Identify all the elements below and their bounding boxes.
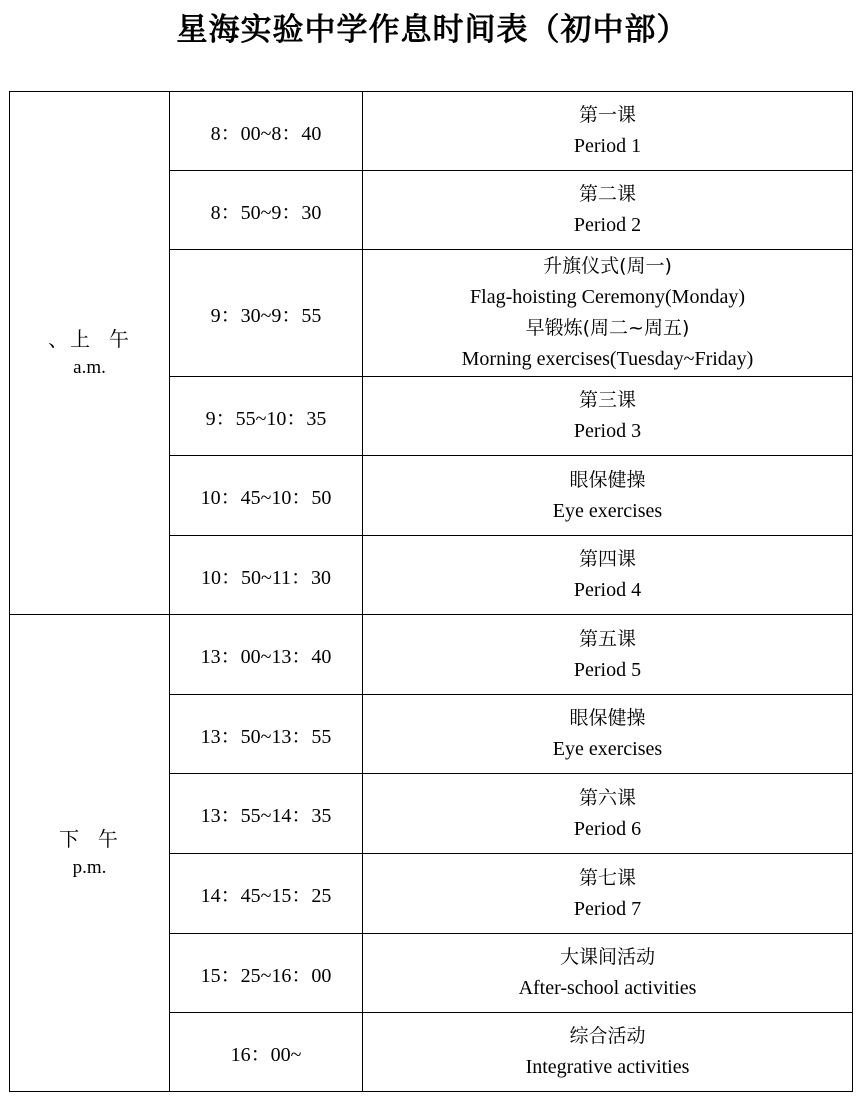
time-cell: 13：50~13：55 [170,695,363,774]
time-cell: 10：50~11：30 [170,536,363,615]
time-cell: 9：30~9：55 [170,250,363,377]
activity-cn: 升旗仪式(周一) [543,255,672,277]
time-cell: 16：00~ [170,1013,363,1092]
time-cell: 13：55~14：35 [170,774,363,854]
activity-en: Period 1 [573,135,642,157]
activity-en: Morning exercises(Tuesday~Friday) [461,348,754,370]
activity-en: Integrative activities [525,1056,690,1078]
activity-en: Period 7 [573,897,642,920]
activity-cn: 第七课 [578,866,636,889]
activity-cell [363,1013,853,1092]
segment-label-cn: 、上 午 [48,326,131,351]
activity-en: After-school activities [518,977,697,999]
time-cell: 14：45~15：25 [170,854,363,934]
activity-cn: 综合活动 [569,1025,646,1047]
time-cell: 8：00~8：40 [170,92,363,171]
activity-cell [363,536,853,615]
activity-cell [363,695,853,774]
activity-cn: 第五课 [578,627,636,650]
activity-en: Period 5 [573,658,642,681]
activity-en: Eye exercises [552,499,663,522]
segment-label-en: a.m. [73,356,106,378]
time-cell: 15：25~16：00 [170,934,363,1013]
activity-cn: 第三课 [578,389,636,411]
pm-segment-cell [10,615,170,1092]
time-cell: 10：45~10：50 [170,456,363,536]
activity-en: Period 3 [573,420,642,442]
segment-label-en: p.m. [72,856,107,878]
activity-cell [363,774,853,854]
segment-label-cn: 下 午 [59,826,120,851]
time-cell: 8：50~9：30 [170,171,363,250]
time-cell: 13：00~13：40 [170,615,363,695]
table-row [10,615,853,695]
activity-cn: 第四课 [578,548,636,570]
activity-cn: 第一课 [578,104,636,126]
am-segment-cell [10,92,170,615]
activity-cn: 大课间活动 [559,946,655,968]
table-row [10,92,853,171]
activity-en: Period 6 [573,817,642,840]
activity-cn: 早锻炼(周二~周五) [525,317,690,339]
activity-cn: 眼保健操 [569,707,646,729]
activity-en: Eye exercises [552,738,663,760]
time-cell: 9：55~10：35 [170,377,363,456]
activity-cell [363,615,853,695]
activity-cell [363,92,853,171]
activity-en: Flag-hoisting Ceremony(Monday) [470,286,745,308]
activity-cell [363,854,853,934]
activity-en: Period 2 [573,214,642,236]
activity-cn: 第二课 [578,183,636,205]
page-title: 星海实验中学作息时间表（初中部） [176,12,689,48]
activity-cn: 眼保健操 [569,468,646,491]
activity-cell [363,377,853,456]
activity-cell [363,250,853,377]
activity-cell [363,456,853,536]
activity-cell [363,934,853,1013]
activity-en: Period 4 [573,579,642,601]
activity-cn: 第六课 [578,786,636,809]
schedule-table [9,91,853,1092]
activity-cell [363,171,853,250]
